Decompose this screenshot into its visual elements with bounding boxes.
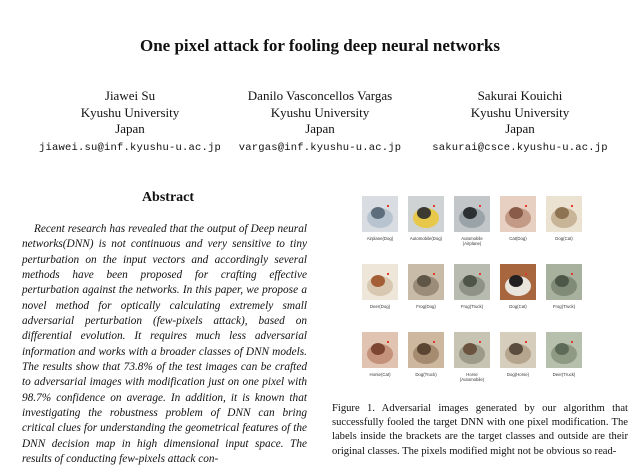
thumbnail-label: Cat(Dog): [509, 236, 527, 241]
thumbnail-label: Automobile(Dog): [409, 236, 443, 241]
adversarial-image: [362, 196, 398, 232]
figure-thumbnail: [494, 196, 542, 241]
figure-thumbnail: [356, 332, 404, 377]
thumbnail-label: Frog(Dog): [416, 304, 436, 309]
adversarial-image: [500, 332, 536, 368]
author-name: Sakurai Kouichi: [477, 88, 563, 103]
figure-thumbnail: [448, 196, 496, 246]
thumbnail-label: Deer(Truck): [552, 372, 576, 377]
thumbnail-label: Frog(Truck): [460, 304, 484, 309]
author-email: vargas@inf.kyushu-u.ac.jp: [238, 141, 402, 154]
figure-thumbnail: [402, 196, 450, 241]
adversarial-image: [362, 264, 398, 300]
author-block-kouichi: [400, 88, 640, 156]
adversarial-image: [408, 264, 444, 300]
author-name: Danilo Vasconcellos Vargas: [247, 88, 393, 103]
figure-caption: Figure 1. Adversarial images generated by our algorithm that successfully fooled the target DNN with one pixel modification. The labels inside the brackets are the target classes and outside are their original classes. The pixels modified might not be obvious so read-: [332, 403, 628, 457]
adversarial-image: [500, 264, 536, 300]
author-country: Japan: [115, 121, 145, 136]
author-affiliation: Kyushu University: [470, 104, 570, 120]
figure-thumbnail: [540, 332, 588, 377]
figure-thumbnail: [448, 332, 496, 382]
figure-thumbnail: [540, 264, 588, 309]
author-email: sakurai@csce.kyushu-u.ac.jp: [432, 141, 608, 154]
thumbnail-label: Dog(Horse): [506, 372, 530, 377]
paper-title: One pixel attack for fooling deep neural networks: [140, 36, 500, 55]
thumbnail-label: Frog(Truck): [552, 304, 576, 309]
adversarial-image: [408, 196, 444, 232]
figure-thumbnail: [356, 264, 404, 309]
figure-thumbnail: [540, 196, 588, 241]
adversarial-image: [408, 332, 444, 368]
figure-thumbnail: [494, 264, 542, 309]
adversarial-image: [546, 196, 582, 232]
adversarial-image: [362, 332, 398, 368]
adversarial-image: [546, 332, 582, 368]
adversarial-image: [454, 332, 490, 368]
figure-thumbnail: [402, 264, 450, 309]
thumbnail-label: Dog(Cat): [555, 236, 573, 241]
thumbnail-label: Deer(Dog): [369, 304, 391, 309]
author-email: jiawei.su@inf.kyushu-u.ac.jp: [38, 141, 222, 154]
adversarial-image: [500, 196, 536, 232]
figure-thumbnail: [402, 332, 450, 377]
adversarial-image: [454, 196, 490, 232]
thumbnail-label: Horse(Cat): [369, 372, 391, 377]
thumbnail-label: Dog(Truck): [415, 372, 437, 377]
figure-thumbnail: [356, 196, 404, 241]
author-name: Jiawei Su: [104, 88, 156, 103]
thumbnail-label: Horse (Automobile): [459, 372, 485, 382]
thumbnail-label: Airplane(Dog): [366, 236, 394, 241]
abstract-heading: Abstract: [141, 190, 195, 205]
thumbnail-label: Automobile (Airplane): [461, 236, 483, 246]
adversarial-image: [546, 264, 582, 300]
author-affiliation: Kyushu University: [80, 104, 180, 120]
adversarial-image: [454, 264, 490, 300]
author-affiliation: Kyushu University: [270, 104, 370, 120]
figure-thumbnail: [448, 264, 496, 309]
author-country: Japan: [505, 121, 535, 136]
author-country: Japan: [305, 121, 335, 136]
figure-thumbnail: [494, 332, 542, 377]
abstract-text: Recent research has revealed that the output of Deep neural networks(DNN) is not continuous and very sensitive to tiny perturbation on the input vectors and accordingly several methods have been proposed for crafting effective perturbation against the networks. In this paper, we propose a novel method for optically calculating extremely small adversarial perturbation (few-pixels attack), based on differential evolution. It requires much less adversarial information and works with a broader classes of DNN models. The results show that 73.8% of the test images can be crafted to adversarial images with modification just on one pixel with 98.7% confidence on average. In addition, it is known that investigating the robustness problem of DNN can bring critical clues for understanding the geometrical features of the DNN decision map in high dimensional input space. The results of conducting few-pixels attack con-: [22, 223, 307, 466]
thumbnail-label: Dog(Cat): [509, 304, 527, 309]
